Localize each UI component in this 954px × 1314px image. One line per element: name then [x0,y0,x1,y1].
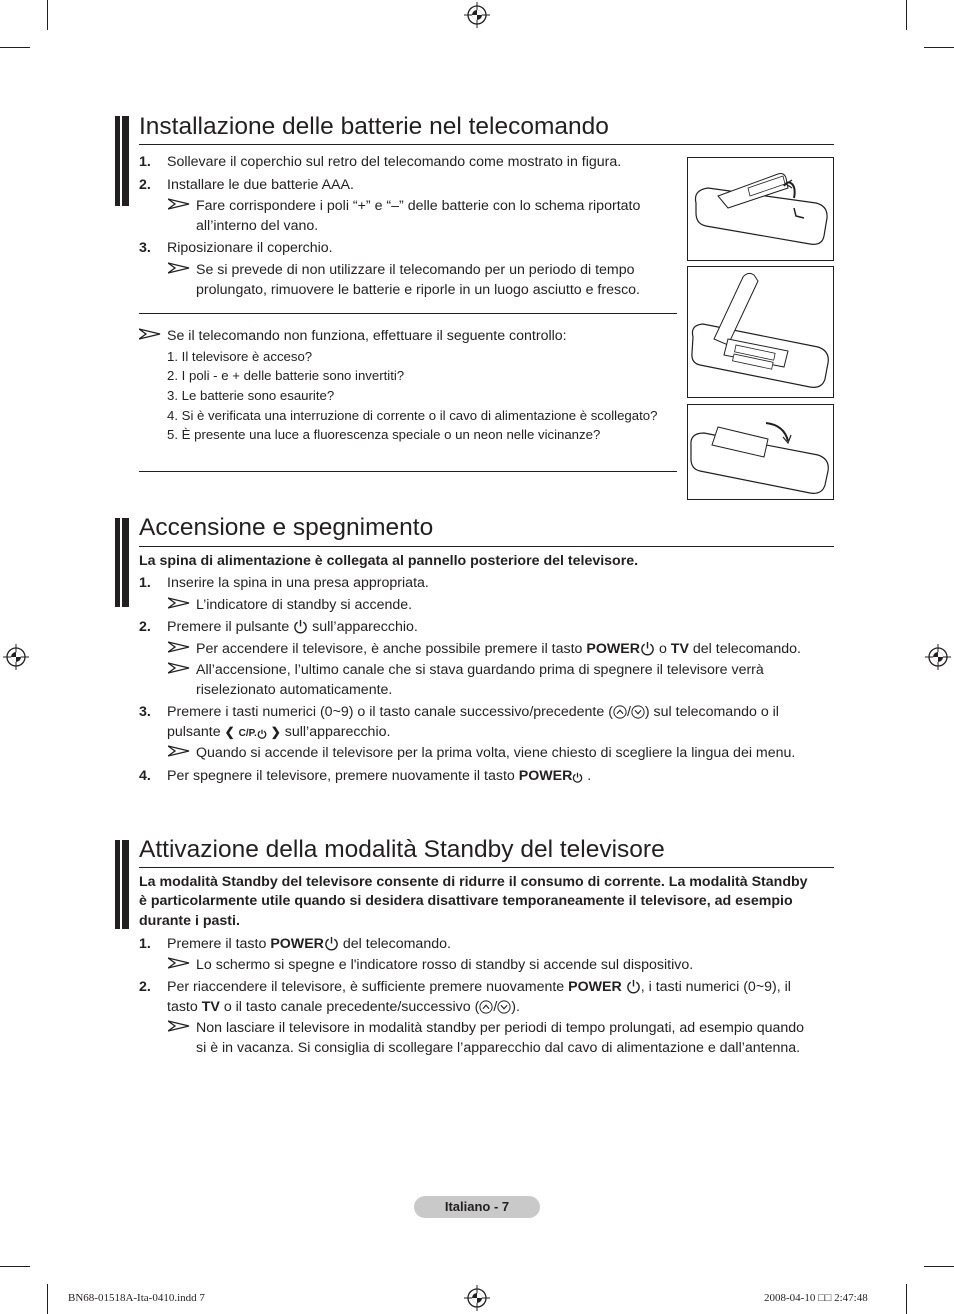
note-text: L’indicatore di standby si accende. [196,597,413,613]
step-text-part: del telecomando. [342,936,451,952]
power-icon [572,772,583,783]
note-arrow-icon [168,957,190,969]
step-text: Sollevare il coperchio sul retro del telecomando come mostrato in figura. [167,154,622,170]
note-text-part: o [658,641,667,657]
power-label: POWER [568,979,622,995]
remote-cover-close-illustration [687,404,834,500]
step-text [167,618,418,636]
crop-mark [924,47,954,48]
step-number: 2. [139,979,151,995]
remote-battery-compartment-illustration [687,266,834,398]
step-number: 4. [139,768,151,784]
registration-mark-icon [464,1285,490,1311]
step-text [167,935,451,953]
step-text-part: / [493,999,498,1015]
step-text-part: ) sul telecomando o il [644,704,779,720]
step-text-part: Premere i tasti numerici (0~9) o il tasto canale successivo/precedente ( [167,704,613,720]
chevron-left-icon: ❮ [224,725,235,739]
power-icon [257,729,267,739]
title-underline [139,867,834,868]
step-text-part: pulsante [167,724,221,740]
step-text-part: Per riaccendere il televisore, è sufficiente premere nuovamente [167,979,565,995]
note-arrow-icon [168,198,190,210]
note-text: si è in vacanza. Si consiglia di scollegare l’apparecchio dal cavo di alimentazione e dall’antenna. [196,1040,801,1056]
step-text: Inserire la spina in una presa appropriata. [167,575,429,591]
power-icon [626,979,641,994]
check-item: 2. I poli - e + delle batterie sono invertiti? [167,368,405,383]
check-item: 3. Le batterie sono esaurite? [167,388,335,403]
note-text: Quando si accende il televisore per la prima volta, viene chiesto di scegliere la lingua dei menu. [196,745,796,761]
section-intro: è particolarmente utile quando si desidera disattivare temporaneamente il televisore, ad esempio [139,893,793,909]
check-item: 4. Si è verificata una interruzione di corrente o il cavo di alimentazione è scollegato? [167,408,658,423]
note-text-part: Per accendere il televisore, è anche possibile premere il tasto [196,641,583,657]
channel-down-icon [497,1000,511,1014]
step-number: 3. [139,704,151,720]
power-icon [293,619,308,634]
section-intro: durante i pasti. [139,913,240,929]
channel-down-icon [631,705,645,719]
step-number: 3. [139,240,151,256]
step-text [167,703,779,721]
section-intro: La modalità Standby del televisore consente di ridurre il consumo di corrente. La modalità Standby [139,874,808,890]
check-item: 5. È presente una luce a fluorescenza speciale o un neon nelle vicinanze? [167,427,601,442]
power-label: POWER [518,768,573,784]
title-underline [139,144,834,145]
title-underline [139,546,834,547]
note-arrow-icon [168,662,190,674]
step-text-part: Per spegnere il televisore, premere nuovamente il tasto [167,768,515,784]
step-text-part: ). [511,999,520,1015]
step-text [167,998,520,1016]
check-intro: Se il telecomando non funziona, effettuare il seguente controllo: [167,328,567,344]
note-text: Lo schermo si spegne e l'indicatore rosso di standby si accende sul dispositivo. [196,957,694,973]
power-label: POWER [270,936,324,952]
crop-mark [47,0,48,30]
channel-up-icon [479,1000,493,1014]
footer-timestamp: 2008-04-10 □□ 2:47:48 [764,1292,868,1304]
tv-label: TV [201,999,220,1015]
step-text-part: sull’apparecchio. [284,724,391,740]
note-text: prolungato, rimuovere le batterie e riporle in un luogo asciutto e fresco. [196,282,641,298]
remote-cover-open-illustration [687,157,834,261]
step-number: 1. [139,154,151,170]
note-text [196,640,801,658]
note-text: riselezionato automaticamente. [196,682,393,698]
step-text [167,978,791,996]
step-text [167,723,390,743]
step-text-part: Premere il tasto [167,936,267,952]
note-arrow-icon [168,641,190,653]
cp-button-label: C/P. [238,728,257,739]
step-number: 2. [139,177,151,193]
crop-mark [47,1284,48,1314]
step-text-part: / [626,704,631,720]
check-item: 1. Il televisore è acceso? [167,349,313,364]
note-arrow-icon [168,262,190,274]
divider [139,471,677,472]
note-text: all’interno del vano. [196,218,319,234]
section-title-standby: Attivazione della modalità Standby del televisore [139,836,665,863]
note-arrow-icon [168,745,190,757]
note-text: Fare corrispondere i poli “+” e “–” delle batterie con lo schema riportato [196,198,641,214]
tv-label: TV [670,641,689,657]
registration-mark-icon [3,644,29,670]
power-icon [324,936,339,951]
step-text-part: tasto [167,999,198,1015]
note-text: All’accensione, l’ultimo canale che si stava guardando prima di spegnere il televisore verrà [196,662,764,678]
note-text: Se si prevede di non utilizzare il telecomando per un periodo di tempo [196,262,635,278]
chevron-right-icon: ❯ [270,725,281,739]
section-marker [115,518,129,607]
step-text: Riposizionare il coperchio. [167,240,333,256]
step-number: 1. [139,936,151,952]
page-number-label: Italiano - 7 [414,1196,540,1218]
power-icon [640,641,655,656]
step-text: Installare le due batterie AAA. [167,177,354,193]
note-arrow-icon [168,597,190,609]
note-text: Non lasciare il televisore in modalità standby per periodi di tempo prolungati, ad esempio quando [196,1020,805,1036]
step-text-part: . [587,768,592,784]
step-number: 2. [139,619,151,635]
footer-file-name: BN68-01518A-Ita-0410.indd 7 [68,1292,205,1304]
registration-mark-icon [464,2,490,28]
crop-mark [906,1284,907,1314]
power-label: POWER [586,641,640,657]
crop-mark [0,47,30,48]
registration-mark-icon [925,644,951,670]
step-text-part: Premere il pulsante [167,619,290,635]
section-marker [115,116,129,206]
note-text-part: del telecomando. [692,641,801,657]
step-text-part: sull’apparecchio. [312,619,418,635]
note-arrow-icon [168,1020,190,1032]
step-text-part: , i tasti numerici (0~9), il [640,979,791,995]
step-text-part: o il tasto canale precedente/successivo ( [223,999,480,1015]
section-intro: La spina di alimentazione è collegata al pannello posteriore del televisore. [139,553,639,569]
note-arrow-icon [139,328,161,340]
channel-up-icon [613,705,627,719]
step-text [167,767,591,785]
crop-mark [924,1266,954,1267]
step-number: 1. [139,575,151,591]
section-title-batteries: Installazione delle batterie nel telecomando [139,113,609,140]
divider [139,313,677,314]
crop-mark [906,0,907,30]
section-marker [115,840,129,929]
crop-mark [0,1266,30,1267]
section-title-power: Accensione e spegnimento [139,514,434,541]
